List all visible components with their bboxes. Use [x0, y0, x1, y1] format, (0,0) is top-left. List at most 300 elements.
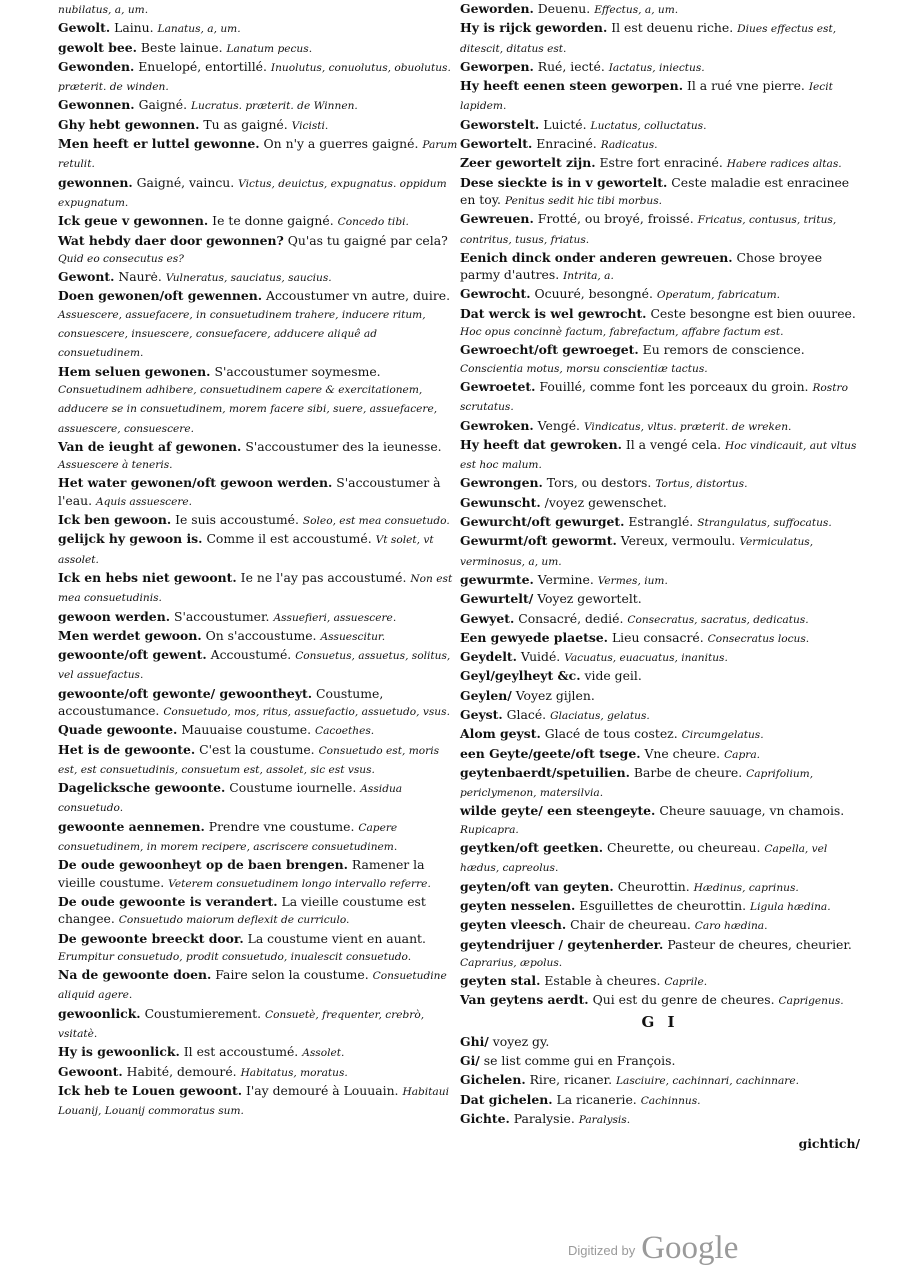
headword: gewoonte aennemen.: [58, 818, 205, 834]
french-gloss: Consacré, dedié.: [518, 610, 624, 626]
latin-gloss: Hædinus, caprinus.: [693, 881, 799, 894]
latin-gloss: Operatum, fabricatum.: [656, 289, 781, 302]
dictionary-entry: [58, 608, 458, 627]
digitized-watermark: [568, 1226, 808, 1266]
french-gloss: Cheurottin.: [617, 878, 690, 894]
latin-gloss: Concedo tibi.: [337, 216, 409, 229]
french-gloss: Lainu.: [114, 20, 154, 36]
latin-gloss: Vermes, ium.: [597, 574, 668, 587]
latin-gloss: Capere consuetudinem, in morem recipere, ascriscere consuetudinem.: [58, 821, 398, 854]
headword: Doen gewonen/oft gewennen.: [58, 288, 263, 304]
headword: geytenbaerdt/spetuilien.: [460, 764, 630, 780]
headword: Gewreuen.: [460, 211, 534, 227]
french-gloss: Glacé.: [506, 706, 547, 722]
headword: Een gewyede plaetse.: [460, 629, 608, 645]
latin-gloss: nubilatus, a, um.: [58, 4, 149, 16]
headword: Na de gewoonte doen.: [58, 967, 212, 983]
headword: Dese sieckte is in v gewortelt.: [460, 174, 668, 190]
dictionary-entry: [460, 135, 860, 154]
headword: Van de ieught af gewonen.: [58, 438, 242, 454]
french-gloss: S'accoustumer des la ieunesse.: [245, 438, 442, 454]
french-gloss: /voyez gewenschet.: [544, 494, 667, 510]
french-gloss: S'accoustumer à l'eau.: [58, 475, 441, 508]
dictionary-entry: [58, 232, 458, 269]
headword: gewonnen.: [58, 174, 133, 190]
latin-gloss: Habitatus, moratus.: [240, 1066, 348, 1079]
french-gloss: Ie suis accoustumé.: [175, 512, 299, 528]
dictionary-entry: [58, 721, 458, 740]
dictionary-entry: [460, 916, 860, 935]
headword: Geyst.: [460, 706, 503, 722]
headword: Gewroken.: [460, 417, 534, 433]
headword: Men heeft er luttel gewonne.: [58, 136, 260, 152]
headword: Gewonnen.: [58, 97, 135, 113]
latin-gloss: Assuescere à teneris.: [58, 459, 173, 472]
watermark-brand: Google: [641, 1230, 739, 1266]
left-column: [58, 0, 458, 1121]
french-gloss: Estranglé.: [628, 514, 694, 530]
right-column: [460, 0, 860, 1152]
headword: Hy is rijck geworden.: [460, 20, 608, 36]
headword: Gewunscht.: [460, 494, 541, 510]
french-gloss: Estable à cheures.: [544, 973, 661, 989]
headword: Dagelicksche gewoonte.: [58, 780, 226, 796]
headword: Gewoont.: [58, 1063, 123, 1079]
right-entries: [460, 0, 860, 1011]
french-gloss: Prendre vne coustume.: [208, 818, 355, 834]
dictionary-entry: [460, 77, 860, 116]
dictionary-entry: [460, 667, 860, 686]
french-gloss: Beste lainue.: [140, 39, 223, 55]
headword: Hy heeft dat gewroken.: [460, 436, 622, 452]
latin-gloss: Vulneratus, sauciatus, saucius.: [165, 272, 332, 285]
dictionary-entry: [58, 438, 458, 475]
french-gloss: Rué, iecté.: [537, 58, 605, 74]
latin-gloss: Assuescere, assuefacere, in consuetudinem trahere, inducere ritum, consuescere, insuescere, consuefacere, adducere aliquê ad consuetudinem.: [58, 308, 426, 360]
french-gloss: La coustume vient en auant.: [247, 930, 426, 946]
dictionary-entry: [460, 897, 860, 916]
french-gloss: Voyez gewortelt.: [537, 591, 642, 607]
french-gloss: Qui est du genre de cheures.: [592, 992, 775, 1008]
french-gloss: On s'accoustume.: [205, 627, 317, 643]
french-gloss: Cheure sauuage, vn chamois.: [659, 803, 845, 819]
latin-gloss: Fricatus, contusus, tritus, contritus, tusus, friatus.: [460, 214, 837, 246]
french-gloss: On n'y a guerres gaigné.: [263, 136, 419, 152]
latin-gloss: Vacuatus, euacuatus, inanitus.: [564, 652, 728, 665]
dictionary-entry: [460, 648, 860, 667]
headword: Dat werck is wel gewrocht.: [460, 305, 647, 321]
dictionary-entry: [58, 779, 458, 818]
french-gloss: I'ay demouré à Louuain.: [245, 1082, 399, 1098]
dictionary-entry: [58, 174, 458, 213]
dictionary-entry: [58, 930, 458, 967]
latin-gloss: Tortus, distortus.: [655, 478, 748, 491]
headword: geytendrijuer / geytenherder.: [460, 936, 664, 952]
latin-gloss: Strangulatus, suffocatus.: [697, 517, 832, 530]
french-gloss: Voyez gijlen.: [515, 687, 595, 703]
latin-gloss: Assuescitur.: [320, 630, 386, 643]
latin-gloss: Capella, vel hædus, capreolus.: [460, 843, 828, 875]
latin-gloss: Consuetè, frequenter, crebrò, vsitatè.: [58, 1008, 425, 1041]
dictionary-entry: [460, 610, 860, 629]
latin-gloss: Lanatum pecus.: [226, 42, 313, 55]
headword: Het is de gewoonte.: [58, 741, 196, 757]
dictionary-entry: [460, 991, 860, 1010]
dictionary-entry: [58, 530, 458, 569]
french-gloss: voyez gy.: [492, 1033, 550, 1049]
latin-gloss: Intrita, a.: [563, 270, 614, 283]
latin-gloss: Caro hædina.: [694, 920, 768, 933]
headword: Ghy hebt gewonnen.: [58, 116, 200, 132]
dictionary-entry: [58, 287, 458, 362]
french-gloss: Ramener la vieille coustume.: [58, 857, 425, 890]
french-gloss: La vieille coustume est changee.: [58, 893, 426, 927]
latin-gloss: Cachinnus.: [640, 1094, 701, 1107]
latin-gloss: Hoc opus concinnè factum, fabrefactum, affabre factum est.: [460, 326, 784, 339]
french-gloss: Accoustumer vn autre, duire.: [266, 288, 451, 304]
french-gloss: Tu as gaigné.: [203, 116, 288, 132]
latin-gloss: Non est mea consuetudinis.: [58, 572, 453, 605]
dictionary-entry: [460, 532, 860, 571]
french-gloss: Il est deuenu riche.: [611, 20, 734, 36]
dictionary-entry: [460, 706, 860, 725]
dictionary-entry: [460, 154, 860, 173]
french-gloss: Glacé de tous costez.: [544, 726, 678, 742]
dictionary-entry: [460, 116, 860, 135]
latin-gloss: Erumpitur consuetudo, prodit consuetudo, inualescit consuetudo.: [58, 950, 412, 963]
latin-gloss: Aquis assuescere.: [95, 495, 193, 508]
latin-gloss: Assuefieri, assuescere.: [273, 611, 397, 624]
latin-gloss: Radicatus.: [600, 139, 658, 152]
dictionary-entry: [58, 685, 458, 722]
french-gloss: Gaigné, vaincu.: [136, 174, 235, 190]
headword: Gewurtelt/: [460, 591, 534, 607]
french-gloss: Coustume, accoustumance.: [58, 685, 384, 718]
headword: Ick ben gewoon.: [58, 512, 172, 528]
dictionary-entry: [460, 764, 860, 803]
watermark-prefix: Digitized by: [568, 1243, 636, 1258]
headword: Alom geyst.: [460, 726, 541, 742]
french-gloss: C'est la coustume.: [199, 741, 315, 757]
headword: geytken/oft geetken.: [460, 840, 604, 856]
dictionary-entry: [460, 474, 860, 493]
headword: een Geyte/geete/oft tsege.: [460, 745, 641, 761]
latin-gloss: Consecratus locus.: [707, 632, 810, 645]
latin-gloss: Lasciuire, cachinnari, cachinnare.: [616, 1075, 799, 1088]
latin-gloss: Hoc vindicauit, aut vltus est hoc malum.: [460, 439, 857, 472]
dictionary-entry: [460, 341, 860, 378]
latin-gloss: Victus, deuictus, expugnatus. oppidum expugnatum.: [58, 177, 447, 209]
dictionary-entry: [58, 96, 458, 115]
french-gloss: Eu remors de conscience.: [642, 342, 805, 358]
french-gloss: Pasteur de cheures, cheurier.: [667, 936, 852, 952]
latin-gloss: Vt solet, vt assolet.: [58, 534, 434, 566]
headword: Van geytens aerdt.: [460, 992, 589, 1008]
dictionary-entry: [58, 511, 458, 530]
headword: Gewroetet.: [460, 378, 536, 394]
headword: geyten stal.: [460, 973, 541, 989]
headword: gewoonte/oft gewent.: [58, 647, 207, 663]
latin-gloss: Ligula hædina.: [750, 900, 831, 913]
latin-gloss: Rostro scrutatus.: [460, 381, 848, 414]
french-gloss: Vermine.: [537, 571, 594, 587]
headword: Wat hebdy daer door gewonnen?: [58, 232, 284, 248]
latin-gloss: Caprarius, æpolus.: [460, 956, 563, 969]
dictionary-entry: [460, 687, 860, 706]
dictionary-entry: [460, 378, 860, 417]
dictionary-entry: [460, 0, 860, 19]
headword: gewoon werden.: [58, 608, 171, 624]
headword: Gewroecht/oft gewroeget.: [460, 342, 639, 358]
headword: Gewolt.: [58, 20, 111, 36]
headword: Gewrocht.: [460, 286, 531, 302]
latin-gloss: Veterem consuetudinem longo intervallo referre.: [168, 877, 431, 890]
headword: Geylen/: [460, 687, 512, 703]
headword: gewolt bee.: [58, 39, 137, 55]
headword: Men werdet gewoon.: [58, 627, 202, 643]
french-gloss: Ceste maladie est enracinee en toy.: [460, 174, 850, 207]
french-gloss: Mauuaise coustume.: [181, 722, 312, 738]
right-entries-after: [460, 1033, 860, 1129]
dictionary-entry: [58, 856, 458, 893]
french-gloss: Il a rué vne pierre.: [686, 78, 805, 94]
latin-gloss: Glaciatus, gelatus.: [550, 709, 650, 722]
french-gloss: Luicté.: [543, 116, 587, 132]
headword: Ick en hebs niet gewoont.: [58, 569, 237, 585]
dictionary-entry: [460, 571, 860, 590]
latin-gloss: Consuetudo, mos, ritus, assuefactio, assuetudo, vsus.: [163, 705, 450, 718]
dictionary-entry: [58, 818, 458, 857]
headword: Geyl/geylheyt &c.: [460, 668, 581, 684]
latin-gloss: Luctatus, colluctatus.: [590, 119, 707, 132]
french-gloss: Comme il est accoustumé.: [206, 531, 372, 547]
headword: Gewurmt/oft gewormt.: [460, 533, 617, 549]
headword: De oude gewoonte is verandert.: [58, 893, 278, 909]
latin-gloss: Assolet.: [302, 1047, 345, 1060]
headword: Gichelen.: [460, 1072, 526, 1088]
latin-gloss: Inuolutus, conuolutus, obuolutus. præterit. de winden.: [58, 61, 451, 94]
french-gloss: Enraciné.: [536, 136, 597, 152]
dictionary-entry: [58, 39, 458, 58]
dictionary-entry: [460, 249, 860, 286]
french-gloss: Ie te donne gaigné.: [212, 213, 334, 229]
latin-gloss: Caprigenus.: [778, 995, 844, 1008]
french-gloss: Vuidé.: [520, 649, 561, 665]
latin-gloss: Soleo, est mea consuetudo.: [302, 515, 450, 528]
dictionary-entry: [460, 210, 860, 249]
headword: Zeer gewortelt zijn.: [460, 155, 596, 171]
french-gloss: Il a vengé cela.: [625, 436, 722, 452]
french-gloss: Frotté, ou broyé, froissé.: [537, 211, 694, 227]
dictionary-entry: [460, 1110, 860, 1129]
headword: Geworpen.: [460, 58, 534, 74]
headword: Gewont.: [58, 269, 115, 285]
headword: Hy is gewoonlick.: [58, 1044, 180, 1060]
french-gloss: Accoustumé.: [210, 647, 292, 663]
dictionary-entry: [58, 19, 458, 38]
headword: wilde geyte/ een steengeyte.: [460, 803, 656, 819]
french-gloss: Cheurette, ou cheureau.: [607, 840, 761, 856]
headword: Dat gichelen.: [460, 1091, 553, 1107]
french-gloss: Chose broyee parmy d'autres.: [460, 249, 823, 283]
latin-gloss: Lucratus. præterit. de Winnen.: [190, 100, 358, 113]
dictionary-entry: [58, 893, 458, 930]
headword: Geworden.: [460, 1, 534, 16]
headword: Ghi/: [460, 1033, 489, 1049]
headword: Het water gewonen/oft gewoon werden.: [58, 475, 333, 491]
french-gloss: La ricanerie.: [556, 1091, 637, 1107]
latin-gloss: Effectus, a, um.: [594, 4, 679, 16]
headword: De gewoonte breeckt door.: [58, 930, 244, 946]
french-gloss: Paralysie.: [513, 1110, 575, 1126]
french-gloss: Rire, ricaner.: [529, 1072, 613, 1088]
dictionary-entry: [58, 363, 458, 438]
dictionary-entry: [460, 1071, 860, 1090]
headword: Gewrongen.: [460, 475, 543, 491]
dictionary-entry: [58, 569, 458, 608]
dictionary-entry: [58, 966, 458, 1005]
dictionary-entry: [58, 646, 458, 685]
dictionary-entry: [58, 1082, 458, 1121]
latin-gloss: Lanatus, a, um.: [157, 23, 241, 36]
latin-gloss: Consuetudo est, moris est, est consuetudinis, consuetum est, assolet, sic est vsus.: [58, 744, 440, 776]
headword: gewoonte/oft gewonte/ gewoontheyt.: [58, 685, 313, 701]
french-gloss: Fouillé, comme font les porceaux du groin.: [539, 378, 809, 394]
latin-gloss: Caprile.: [664, 976, 708, 989]
dictionary-entry: [460, 58, 860, 77]
french-gloss: Habité, demouré.: [126, 1063, 237, 1079]
headword: gewoonlick.: [58, 1005, 141, 1021]
french-gloss: Faire selon la coustume.: [215, 967, 369, 983]
headword: geyten nesselen.: [460, 897, 576, 913]
latin-gloss: Vermiculatus, verminosus, a, um.: [460, 536, 814, 568]
latin-gloss: Assidua consuetudo.: [58, 783, 403, 815]
latin-gloss: Capra.: [724, 748, 761, 761]
french-gloss: se list comme gui en François.: [483, 1053, 676, 1069]
dictionary-entry: [58, 58, 458, 97]
dictionary-entry: [460, 629, 860, 648]
dictionary-entry: [460, 19, 860, 58]
french-gloss: Tors, ou destors.: [546, 475, 652, 491]
headword: Gichte.: [460, 1110, 510, 1126]
headword: geyten vleesch.: [460, 917, 567, 933]
latin-gloss: Penitus sedit hic tibi morbus.: [504, 194, 663, 207]
dictionary-entry: [58, 116, 458, 135]
dictionary-entry: [58, 135, 458, 174]
dictionary-entry: [460, 972, 860, 991]
headword: Geydelt.: [460, 649, 517, 665]
french-gloss: Estre fort enraciné.: [599, 155, 723, 171]
latin-gloss: Consuetus, assuetus, solitus, vel assuefactus.: [58, 650, 451, 682]
latin-gloss: Habere radices altas.: [726, 158, 842, 171]
french-gloss: Coustumierement.: [144, 1005, 262, 1021]
latin-gloss: Paralysis.: [578, 1113, 631, 1126]
headword: Quade gewoonte.: [58, 722, 178, 738]
headword: geyten/oft van geyten.: [460, 878, 614, 894]
dictionary-entry: [460, 285, 860, 304]
french-gloss: Ie ne l'ay pas accoustumé.: [240, 569, 407, 585]
dictionary-entry: [460, 494, 860, 513]
section-heading: G I: [641, 1012, 679, 1031]
headword: Gi/: [460, 1053, 480, 1069]
headword: Ick geue v gewonnen.: [58, 213, 209, 229]
latin-gloss: Cacoethes.: [315, 725, 375, 738]
dictionary-entry: [460, 513, 860, 532]
french-gloss: Deuenu.: [537, 1, 591, 16]
headword: Hem seluen gewonen.: [58, 363, 211, 379]
headword: gewurmte.: [460, 571, 534, 587]
dictionary-entry: [460, 417, 860, 436]
headword: Geworstelt.: [460, 116, 540, 132]
headword: Eenich dinck onder anderen gewreuen.: [460, 249, 733, 265]
french-gloss: Esguillettes de cheurottin.: [579, 897, 747, 913]
french-gloss: Il est accoustumé.: [183, 1044, 299, 1060]
french-gloss: Vne cheure.: [644, 745, 721, 761]
headword: Hy heeft eenen steen geworpen.: [460, 78, 684, 94]
dictionary-entry: [460, 839, 860, 878]
latin-gloss: Iecit lapidem.: [460, 81, 833, 113]
dictionary-entry: [58, 0, 458, 19]
latin-gloss: Quid eo consecutus es?: [58, 252, 184, 265]
latin-gloss: Consuetudinem adhibere, consuetudinem capere & exercitationem, adducere se in consuetudinem, morem facere sibi, suere, assuefacere, assuescere, consuescere.: [58, 383, 438, 435]
headword: Gewurcht/oft gewurget.: [460, 514, 625, 530]
dictionary-entry: [460, 305, 860, 342]
dictionary-entry: [58, 1043, 458, 1062]
french-gloss: Vengé.: [537, 417, 580, 433]
dictionary-entry: [460, 1033, 860, 1052]
latin-gloss: Vicisti.: [291, 119, 329, 132]
french-gloss: Qu'as tu gaigné par cela?: [287, 232, 448, 248]
dictionary-entry: [460, 1052, 860, 1071]
latin-gloss: Vindicatus, vltus. præterit. de wreken.: [583, 420, 792, 433]
headword: Gewyet.: [460, 610, 515, 626]
dictionary-entry: [460, 802, 860, 839]
dictionary-entry: [58, 212, 458, 231]
dictionary-entry: [460, 590, 860, 609]
french-gloss: Ceste besongne est bien ouuree.: [650, 305, 856, 321]
french-gloss: Ocuuré, besongné.: [534, 286, 653, 302]
dictionary-entry: [58, 741, 458, 780]
french-gloss: Gaigné.: [138, 97, 188, 113]
latin-gloss: Consuetudine aliquid agere.: [58, 970, 447, 1002]
dictionary-entry: [460, 936, 860, 973]
dictionary-entry: [460, 174, 860, 211]
latin-gloss: Consuetudo maiorum deflexit de curriculo.: [118, 914, 350, 927]
headword: Ick heb te Louen gewoont.: [58, 1082, 243, 1098]
french-gloss: Enuelopé, entortillé.: [138, 58, 267, 74]
dictionary-entry: [460, 1091, 860, 1110]
dictionary-entry: [58, 627, 458, 646]
dictionary-entry: [460, 436, 860, 475]
latin-gloss: Consecratus, sacratus, dedicatus.: [627, 613, 809, 626]
french-gloss: Coustume iournelle.: [229, 780, 357, 796]
french-gloss: Barbe de cheure.: [633, 764, 743, 780]
dictionary-entry: [58, 1063, 458, 1082]
dictionary-entry: [460, 745, 860, 764]
latin-gloss: Conscientia motus, morsu conscientiæ tactus.: [460, 362, 708, 375]
latin-gloss: Diues effectus est, ditescit, ditatus est.: [460, 23, 837, 55]
latin-gloss: Circumgelatus.: [681, 729, 764, 742]
dictionary-entry: [58, 1005, 458, 1044]
latin-gloss: Habitaui Louanij, Louanij commoratus sum.: [58, 1085, 449, 1118]
dictionary-entry: [460, 725, 860, 744]
dictionary-entry: [58, 268, 458, 287]
dictionary-entry: [460, 878, 860, 897]
french-gloss: vide geil.: [584, 668, 642, 684]
dictionary-entry: [58, 474, 458, 511]
latin-gloss: Caprifolium, periclymenon, matersilvia.: [460, 767, 814, 800]
headword: De oude gewoonheyt op de baen brengen.: [58, 857, 348, 873]
